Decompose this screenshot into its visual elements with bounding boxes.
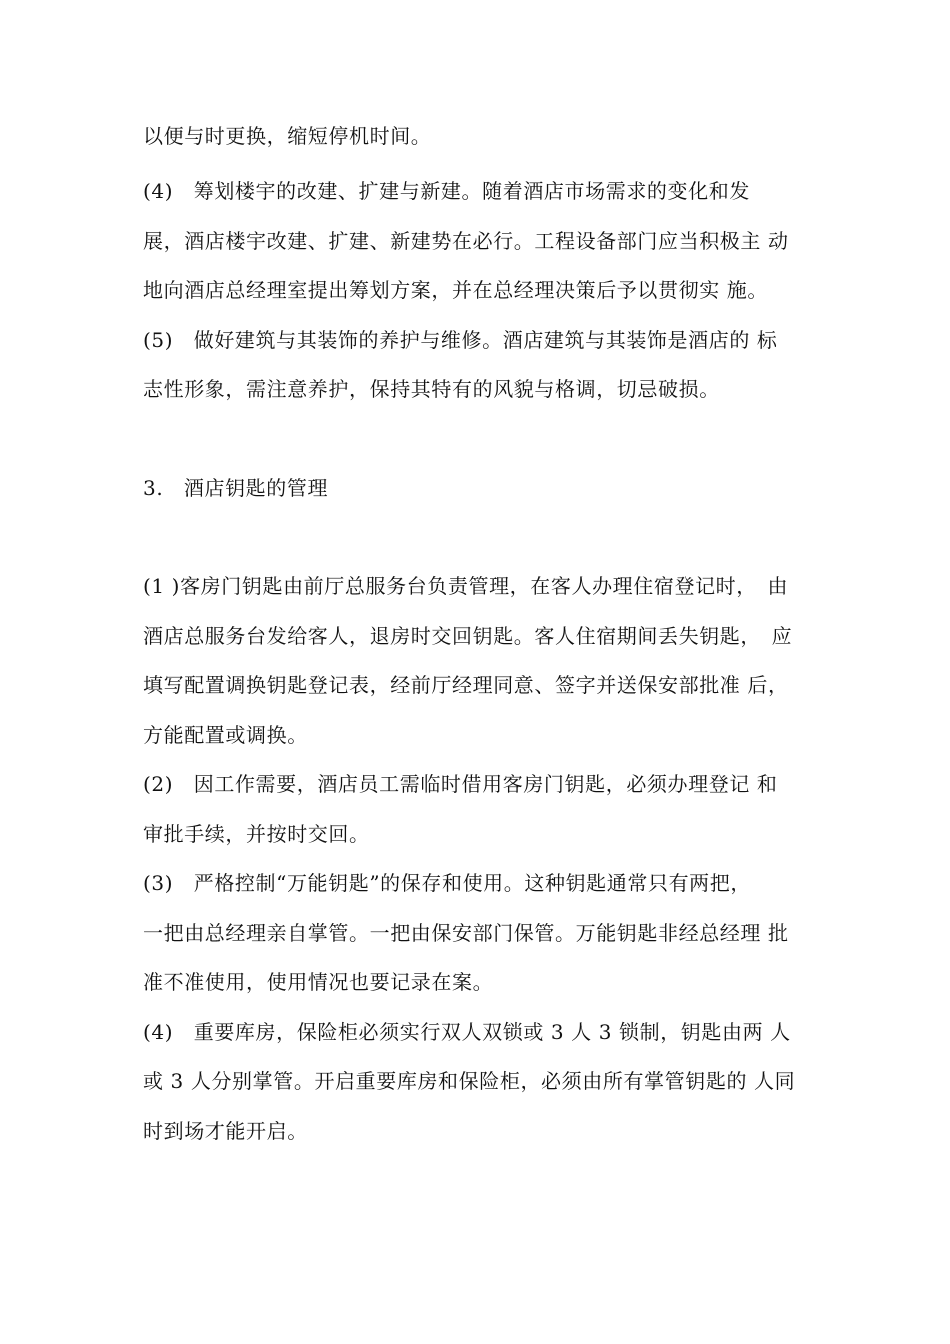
text-line: 一把由总经理亲自掌管。一把由保安部门保管。万能钥匙非经总经理 批 <box>143 921 789 945</box>
text-line: 填写配置调换钥匙登记表，经前厅经理同意、签字并送保安部批准 后， <box>143 673 789 697</box>
text-line: (4) 筹划楼宇的改建、扩建与新建。随着酒店市场需求的变化和发 <box>143 179 750 203</box>
text-line: 志性形象，需注意养护，保持其特有的风貌与格调，切忌破损。 <box>143 377 720 401</box>
text-line: (1 )客房门钥匙由前厅总服务台负责管理，在客人办理住宿登记时， 由 <box>143 574 789 598</box>
section-heading: 3. 酒店钥匙的管理 <box>143 476 329 500</box>
text-line: 审批手续，并按时交回。 <box>143 822 370 846</box>
text-line: 酒店总服务台发给客人，退房时交回钥匙。客人住宿期间丢失钥匙， 应 <box>143 624 793 648</box>
text-line: 方能配置或调换。 <box>143 723 308 747</box>
text-line: (2) 因工作需要，酒店员工需临时借用客房门钥匙，必须办理登记 和 <box>143 772 778 796</box>
text-line: 时到场才能开启。 <box>143 1119 308 1143</box>
text-line: 地向酒店总经理室提出筹划方案，并在总经理决策后予以贯彻实 施。 <box>143 278 768 302</box>
text-line: 以便与时更换，缩短停机时间。 <box>143 124 432 148</box>
text-line: 展，酒店楼宇改建、扩建、新建势在必行。工程设备部门应当积极主 动 <box>143 229 789 253</box>
text-line: (3) 严格控制“万能钥匙”的保存和使用。这种钥匙通常只有两把， <box>143 871 751 895</box>
text-line: (4) 重要库房，保险柜必须实行双人双锁或 3 人 3 锁制，钥匙由两 人 <box>143 1020 791 1044</box>
text-line: 准不准使用，使用情况也要记录在案。 <box>143 970 494 994</box>
text-line: (5) 做好建筑与其装饰的养护与维修。酒店建筑与其装饰是酒店的 标 <box>143 328 778 352</box>
text-line: 或 3 人分别掌管。开启重要库房和保险柜，必须由所有掌管钥匙的 人同 <box>143 1069 796 1093</box>
